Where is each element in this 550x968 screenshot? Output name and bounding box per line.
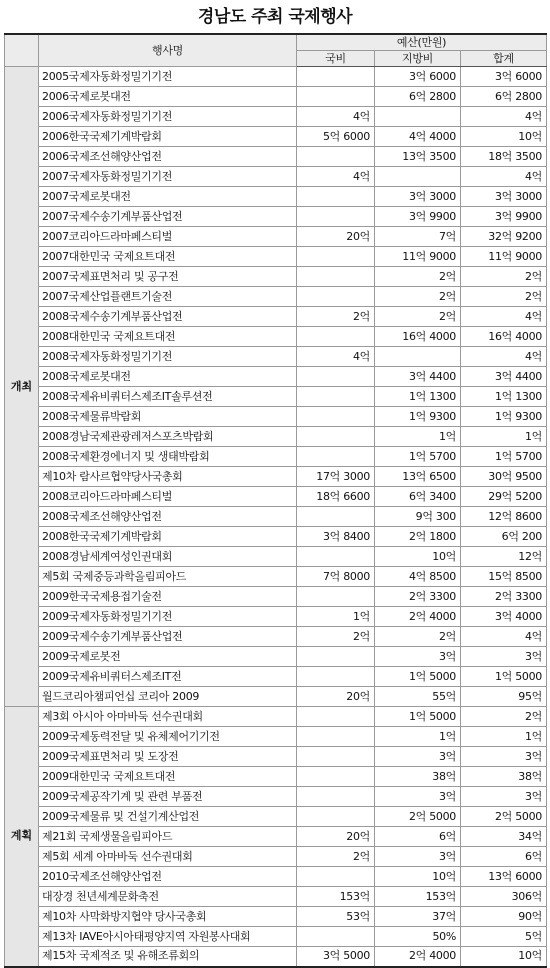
event-name-cell: 2009한국국제용접기술전 bbox=[39, 587, 297, 607]
total-budget-cell: 2억 bbox=[461, 267, 547, 287]
national-budget-cell bbox=[297, 187, 375, 207]
header-national: 국비 bbox=[297, 51, 375, 67]
national-budget-cell bbox=[297, 427, 375, 447]
section-label: 계획 bbox=[5, 707, 39, 967]
table-row bbox=[5, 307, 547, 327]
event-name-cell: 2009국제표면처리 및 도장전 bbox=[39, 747, 297, 767]
event-name-cell: 2006국제로봇대전 bbox=[39, 87, 297, 107]
national-budget-cell bbox=[297, 767, 375, 787]
local-budget-cell: 7억 bbox=[375, 227, 461, 247]
local-budget-cell: 3억 bbox=[375, 847, 461, 867]
local-budget-cell: 50% bbox=[375, 927, 461, 947]
local-budget-cell: 55억 bbox=[375, 687, 461, 707]
table-row bbox=[5, 687, 547, 707]
national-budget-cell: 3억 5000 bbox=[297, 947, 375, 967]
national-budget-cell bbox=[297, 387, 375, 407]
national-budget-cell: 2억 bbox=[297, 847, 375, 867]
national-budget-cell: 17억 3000 bbox=[297, 467, 375, 487]
total-budget-cell: 16억 4000 bbox=[461, 327, 547, 347]
total-budget-cell: 6억 bbox=[461, 847, 547, 867]
event-name-cell: 2008대한민국 국제요트대전 bbox=[39, 327, 297, 347]
event-name-cell: 2006한국국제기계박람회 bbox=[39, 127, 297, 147]
event-name-cell: 2008한국국제기계박람회 bbox=[39, 527, 297, 547]
national-budget-cell: 7억 8000 bbox=[297, 567, 375, 587]
national-budget-cell bbox=[297, 367, 375, 387]
total-budget-cell: 12억 8600 bbox=[461, 507, 547, 527]
table-row bbox=[5, 627, 547, 647]
local-budget-cell: 3억 9900 bbox=[375, 207, 461, 227]
event-name-cell: 2008국제수송기계부품산업전 bbox=[39, 307, 297, 327]
table-row bbox=[5, 667, 547, 687]
event-name-cell: 2007코리아드라마페스티벌 bbox=[39, 227, 297, 247]
total-budget-cell: 1억 bbox=[461, 427, 547, 447]
event-name-cell: 제15차 국제적조 및 유해조류회의 bbox=[39, 947, 297, 967]
total-budget-cell: 10억 bbox=[461, 127, 547, 147]
table-row bbox=[5, 407, 547, 427]
national-budget-cell bbox=[297, 407, 375, 427]
event-name-cell: 제3회 아시아 아마바둑 선수권대회 bbox=[39, 707, 297, 727]
local-budget-cell: 1억 9300 bbox=[375, 407, 461, 427]
total-budget-cell: 30억 9500 bbox=[461, 467, 547, 487]
national-budget-cell bbox=[297, 927, 375, 947]
event-name-cell: 2008국제조선해양산업전 bbox=[39, 507, 297, 527]
table-row bbox=[5, 347, 547, 367]
local-budget-cell: 13억 6500 bbox=[375, 467, 461, 487]
total-budget-cell: 3억 4400 bbox=[461, 367, 547, 387]
local-budget-cell: 2억 3300 bbox=[375, 587, 461, 607]
local-budget-cell: 13억 3500 bbox=[375, 147, 461, 167]
total-budget-cell: 12억 bbox=[461, 547, 547, 567]
total-budget-cell: 18억 3500 bbox=[461, 147, 547, 167]
total-budget-cell: 4억 bbox=[461, 347, 547, 367]
total-budget-cell: 1억 9300 bbox=[461, 407, 547, 427]
table-row bbox=[5, 707, 547, 727]
total-budget-cell: 1억 5700 bbox=[461, 447, 547, 467]
local-budget-cell bbox=[375, 347, 461, 367]
table-row bbox=[5, 527, 547, 547]
event-name-cell: 2007국제로봇대전 bbox=[39, 187, 297, 207]
table-row bbox=[5, 487, 547, 507]
national-budget-cell: 3억 8400 bbox=[297, 527, 375, 547]
header-local: 지방비 bbox=[375, 51, 461, 67]
table-row bbox=[5, 607, 547, 627]
local-budget-cell: 2억 1800 bbox=[375, 527, 461, 547]
national-budget-cell: 20억 bbox=[297, 827, 375, 847]
national-budget-cell: 5억 6000 bbox=[297, 127, 375, 147]
total-budget-cell: 29억 5200 bbox=[461, 487, 547, 507]
event-name-cell: 2009국제동력전달 및 유체제어기기전 bbox=[39, 727, 297, 747]
event-name-cell: 2005국제자동화정밀기기전 bbox=[39, 67, 297, 87]
table-row bbox=[5, 887, 547, 907]
header-total: 합계 bbox=[461, 51, 547, 67]
local-budget-cell bbox=[375, 167, 461, 187]
event-name-cell: 월드코리아챔피언십 코리아 2009 bbox=[39, 687, 297, 707]
table-row bbox=[5, 827, 547, 847]
table-row bbox=[5, 867, 547, 887]
local-budget-cell: 1억 5700 bbox=[375, 447, 461, 467]
total-budget-cell: 3억 bbox=[461, 787, 547, 807]
event-name-cell: 2007대한민국 국제요트대전 bbox=[39, 247, 297, 267]
table-row bbox=[5, 387, 547, 407]
local-budget-cell: 1억 1300 bbox=[375, 387, 461, 407]
local-budget-cell: 3억 3000 bbox=[375, 187, 461, 207]
total-budget-cell: 4억 bbox=[461, 307, 547, 327]
local-budget-cell: 2억 bbox=[375, 627, 461, 647]
header-event-name: 행사명 bbox=[39, 34, 297, 67]
total-budget-cell: 2억 bbox=[461, 707, 547, 727]
section-label: 개최 bbox=[5, 67, 39, 707]
total-budget-cell: 3억 6000 bbox=[461, 67, 547, 87]
table-row bbox=[5, 247, 547, 267]
national-budget-cell: 53억 bbox=[297, 907, 375, 927]
event-name-cell: 2008국제자동화정밀기기전 bbox=[39, 347, 297, 367]
total-budget-cell: 90억 bbox=[461, 907, 547, 927]
table-row bbox=[5, 207, 547, 227]
national-budget-cell bbox=[297, 807, 375, 827]
event-name-cell: 2010국제조선해양산업전 bbox=[39, 867, 297, 887]
event-name-cell: 2008코리아드라마페스티벌 bbox=[39, 487, 297, 507]
table-row bbox=[5, 947, 547, 967]
total-budget-cell: 4억 bbox=[461, 167, 547, 187]
local-budget-cell: 4억 4000 bbox=[375, 127, 461, 147]
national-budget-cell bbox=[297, 507, 375, 527]
event-name-cell: 2009국제공작기계 및 관련 부품전 bbox=[39, 787, 297, 807]
total-budget-cell: 1억 1300 bbox=[461, 387, 547, 407]
local-budget-cell: 3억 bbox=[375, 747, 461, 767]
table-row bbox=[5, 547, 547, 567]
national-budget-cell bbox=[297, 727, 375, 747]
national-budget-cell bbox=[297, 587, 375, 607]
national-budget-cell: 2억 bbox=[297, 307, 375, 327]
local-budget-cell: 11억 9000 bbox=[375, 247, 461, 267]
table-row bbox=[5, 587, 547, 607]
local-budget-cell: 3억 6000 bbox=[375, 67, 461, 87]
event-name-cell: 2008국제유비쿼터스제조IT솔루션전 bbox=[39, 387, 297, 407]
local-budget-cell: 9억 300 bbox=[375, 507, 461, 527]
event-name-cell: 2007국제자동화정밀기기전 bbox=[39, 167, 297, 187]
table-row bbox=[5, 107, 547, 127]
local-budget-cell: 3억 4400 bbox=[375, 367, 461, 387]
table-row bbox=[5, 787, 547, 807]
national-budget-cell: 4억 bbox=[297, 167, 375, 187]
national-budget-cell bbox=[297, 87, 375, 107]
event-name-cell: 2006국제조선해양산업전 bbox=[39, 147, 297, 167]
national-budget-cell bbox=[297, 867, 375, 887]
event-name-cell: 제10차 사막화방지협약 당사국총회 bbox=[39, 907, 297, 927]
table-row bbox=[5, 507, 547, 527]
local-budget-cell: 16억 4000 bbox=[375, 327, 461, 347]
total-budget-cell: 15억 8500 bbox=[461, 567, 547, 587]
total-budget-cell: 306억 bbox=[461, 887, 547, 907]
national-budget-cell: 4억 bbox=[297, 347, 375, 367]
event-name-cell: 2007국제수송기계부품산업전 bbox=[39, 207, 297, 227]
local-budget-cell: 2억 bbox=[375, 307, 461, 327]
total-budget-cell: 10억 bbox=[461, 947, 547, 967]
table-row bbox=[5, 847, 547, 867]
event-name-cell: 2008국제물류박람회 bbox=[39, 407, 297, 427]
table-row bbox=[5, 87, 547, 107]
table-row bbox=[5, 647, 547, 667]
local-budget-cell: 1억 5000 bbox=[375, 707, 461, 727]
event-name-cell: 2009대한민국 국제요트대전 bbox=[39, 767, 297, 787]
national-budget-cell bbox=[297, 287, 375, 307]
local-budget-cell: 4억 8500 bbox=[375, 567, 461, 587]
events-table bbox=[4, 33, 547, 968]
event-name-cell: 2008경남세계여성인권대회 bbox=[39, 547, 297, 567]
local-budget-cell: 2억 5000 bbox=[375, 807, 461, 827]
local-budget-cell: 6억 bbox=[375, 827, 461, 847]
total-budget-cell: 3억 4000 bbox=[461, 607, 547, 627]
table-row bbox=[5, 447, 547, 467]
table-row bbox=[5, 567, 547, 587]
local-budget-cell: 3억 bbox=[375, 787, 461, 807]
national-budget-cell bbox=[297, 147, 375, 167]
total-budget-cell: 2억 5000 bbox=[461, 807, 547, 827]
total-budget-cell: 95억 bbox=[461, 687, 547, 707]
table-row bbox=[5, 267, 547, 287]
national-budget-cell bbox=[297, 207, 375, 227]
table-row bbox=[5, 187, 547, 207]
table-row bbox=[5, 927, 547, 947]
local-budget-cell bbox=[375, 107, 461, 127]
national-budget-cell: 18억 6600 bbox=[297, 487, 375, 507]
header-corner bbox=[5, 34, 39, 67]
event-name-cell: 2009국제유비쿼터스제조IT전 bbox=[39, 667, 297, 687]
event-name-cell: 대장경 천년세계문화축전 bbox=[39, 887, 297, 907]
table-body bbox=[5, 67, 547, 967]
national-budget-cell bbox=[297, 667, 375, 687]
national-budget-cell bbox=[297, 67, 375, 87]
local-budget-cell: 1억 bbox=[375, 427, 461, 447]
table-row bbox=[5, 427, 547, 447]
total-budget-cell: 6억 2800 bbox=[461, 87, 547, 107]
table-row bbox=[5, 367, 547, 387]
total-budget-cell: 3억 9900 bbox=[461, 207, 547, 227]
national-budget-cell bbox=[297, 787, 375, 807]
local-budget-cell: 3억 bbox=[375, 647, 461, 667]
total-budget-cell: 1억 5000 bbox=[461, 667, 547, 687]
event-name-cell: 2008경남국제관광레저스포츠박람회 bbox=[39, 427, 297, 447]
event-name-cell: 제10차 람사르협약당사국총회 bbox=[39, 467, 297, 487]
event-name-cell: 2007국제표면처리 및 공구전 bbox=[39, 267, 297, 287]
event-name-cell: 2009국제물류 및 건설기계산업전 bbox=[39, 807, 297, 827]
total-budget-cell: 3억 bbox=[461, 647, 547, 667]
national-budget-cell bbox=[297, 647, 375, 667]
total-budget-cell: 6억 200 bbox=[461, 527, 547, 547]
table-row bbox=[5, 807, 547, 827]
national-budget-cell bbox=[297, 547, 375, 567]
local-budget-cell: 153억 bbox=[375, 887, 461, 907]
local-budget-cell: 38억 bbox=[375, 767, 461, 787]
local-budget-cell: 6억 2800 bbox=[375, 87, 461, 107]
event-name-cell: 2009국제수송기계부품산업전 bbox=[39, 627, 297, 647]
event-name-cell: 2008국제로봇대전 bbox=[39, 367, 297, 387]
national-budget-cell bbox=[297, 327, 375, 347]
local-budget-cell: 10억 bbox=[375, 867, 461, 887]
local-budget-cell: 2억 4000 bbox=[375, 947, 461, 967]
event-name-cell: 2006국제자동화정밀기기전 bbox=[39, 107, 297, 127]
total-budget-cell: 1억 bbox=[461, 727, 547, 747]
event-name-cell: 제21회 국제생물올림피아드 bbox=[39, 827, 297, 847]
event-name-cell: 2007국제산업플랜트기술전 bbox=[39, 287, 297, 307]
table-row bbox=[5, 767, 547, 787]
table-row bbox=[5, 747, 547, 767]
total-budget-cell: 3억 3000 bbox=[461, 187, 547, 207]
local-budget-cell: 1억 bbox=[375, 727, 461, 747]
table-row bbox=[5, 227, 547, 247]
national-budget-cell bbox=[297, 707, 375, 727]
table-row bbox=[5, 327, 547, 347]
local-budget-cell: 37억 bbox=[375, 907, 461, 927]
event-name-cell: 2009국제자동화정밀기기전 bbox=[39, 607, 297, 627]
total-budget-cell: 3억 bbox=[461, 747, 547, 767]
table-row bbox=[5, 147, 547, 167]
local-budget-cell: 6억 3400 bbox=[375, 487, 461, 507]
total-budget-cell: 2억 3300 bbox=[461, 587, 547, 607]
total-budget-cell: 4억 bbox=[461, 627, 547, 647]
event-name-cell: 2008국제환경에너지 및 생태박람회 bbox=[39, 447, 297, 467]
national-budget-cell: 4억 bbox=[297, 107, 375, 127]
table-row bbox=[5, 907, 547, 927]
total-budget-cell: 32억 9200 bbox=[461, 227, 547, 247]
total-budget-cell: 34억 bbox=[461, 827, 547, 847]
national-budget-cell bbox=[297, 747, 375, 767]
national-budget-cell: 2억 bbox=[297, 627, 375, 647]
table-row bbox=[5, 467, 547, 487]
total-budget-cell: 5억 bbox=[461, 927, 547, 947]
event-name-cell: 2009국제로봇전 bbox=[39, 647, 297, 667]
header-budget: 예산(만원) bbox=[297, 34, 547, 51]
total-budget-cell: 13억 6000 bbox=[461, 867, 547, 887]
total-budget-cell: 2억 bbox=[461, 287, 547, 307]
local-budget-cell: 2억 bbox=[375, 267, 461, 287]
total-budget-cell: 11억 9000 bbox=[461, 247, 547, 267]
table-row bbox=[5, 167, 547, 187]
local-budget-cell: 1억 5000 bbox=[375, 667, 461, 687]
header-row-1 bbox=[5, 34, 547, 51]
national-budget-cell: 1억 bbox=[297, 607, 375, 627]
event-name-cell: 제5회 세계 아마바둑 선수권대회 bbox=[39, 847, 297, 867]
total-budget-cell: 4억 bbox=[461, 107, 547, 127]
total-budget-cell: 38억 bbox=[461, 767, 547, 787]
national-budget-cell bbox=[297, 447, 375, 467]
local-budget-cell: 10억 bbox=[375, 547, 461, 567]
table-row bbox=[5, 127, 547, 147]
local-budget-cell: 2억 4000 bbox=[375, 607, 461, 627]
table-row bbox=[5, 727, 547, 747]
local-budget-cell: 2억 bbox=[375, 287, 461, 307]
national-budget-cell: 20억 bbox=[297, 687, 375, 707]
page-title: 경남도 주최 국제행사 bbox=[197, 7, 353, 27]
table-row bbox=[5, 287, 547, 307]
table-row bbox=[5, 67, 547, 87]
national-budget-cell bbox=[297, 247, 375, 267]
national-budget-cell: 20억 bbox=[297, 227, 375, 247]
event-name-cell: 제5회 국제중등과학올림피아드 bbox=[39, 567, 297, 587]
national-budget-cell: 153억 bbox=[297, 887, 375, 907]
national-budget-cell bbox=[297, 267, 375, 287]
event-name-cell: 제13차 IAVE아시아태평양지역 자원봉사대회 bbox=[39, 927, 297, 947]
